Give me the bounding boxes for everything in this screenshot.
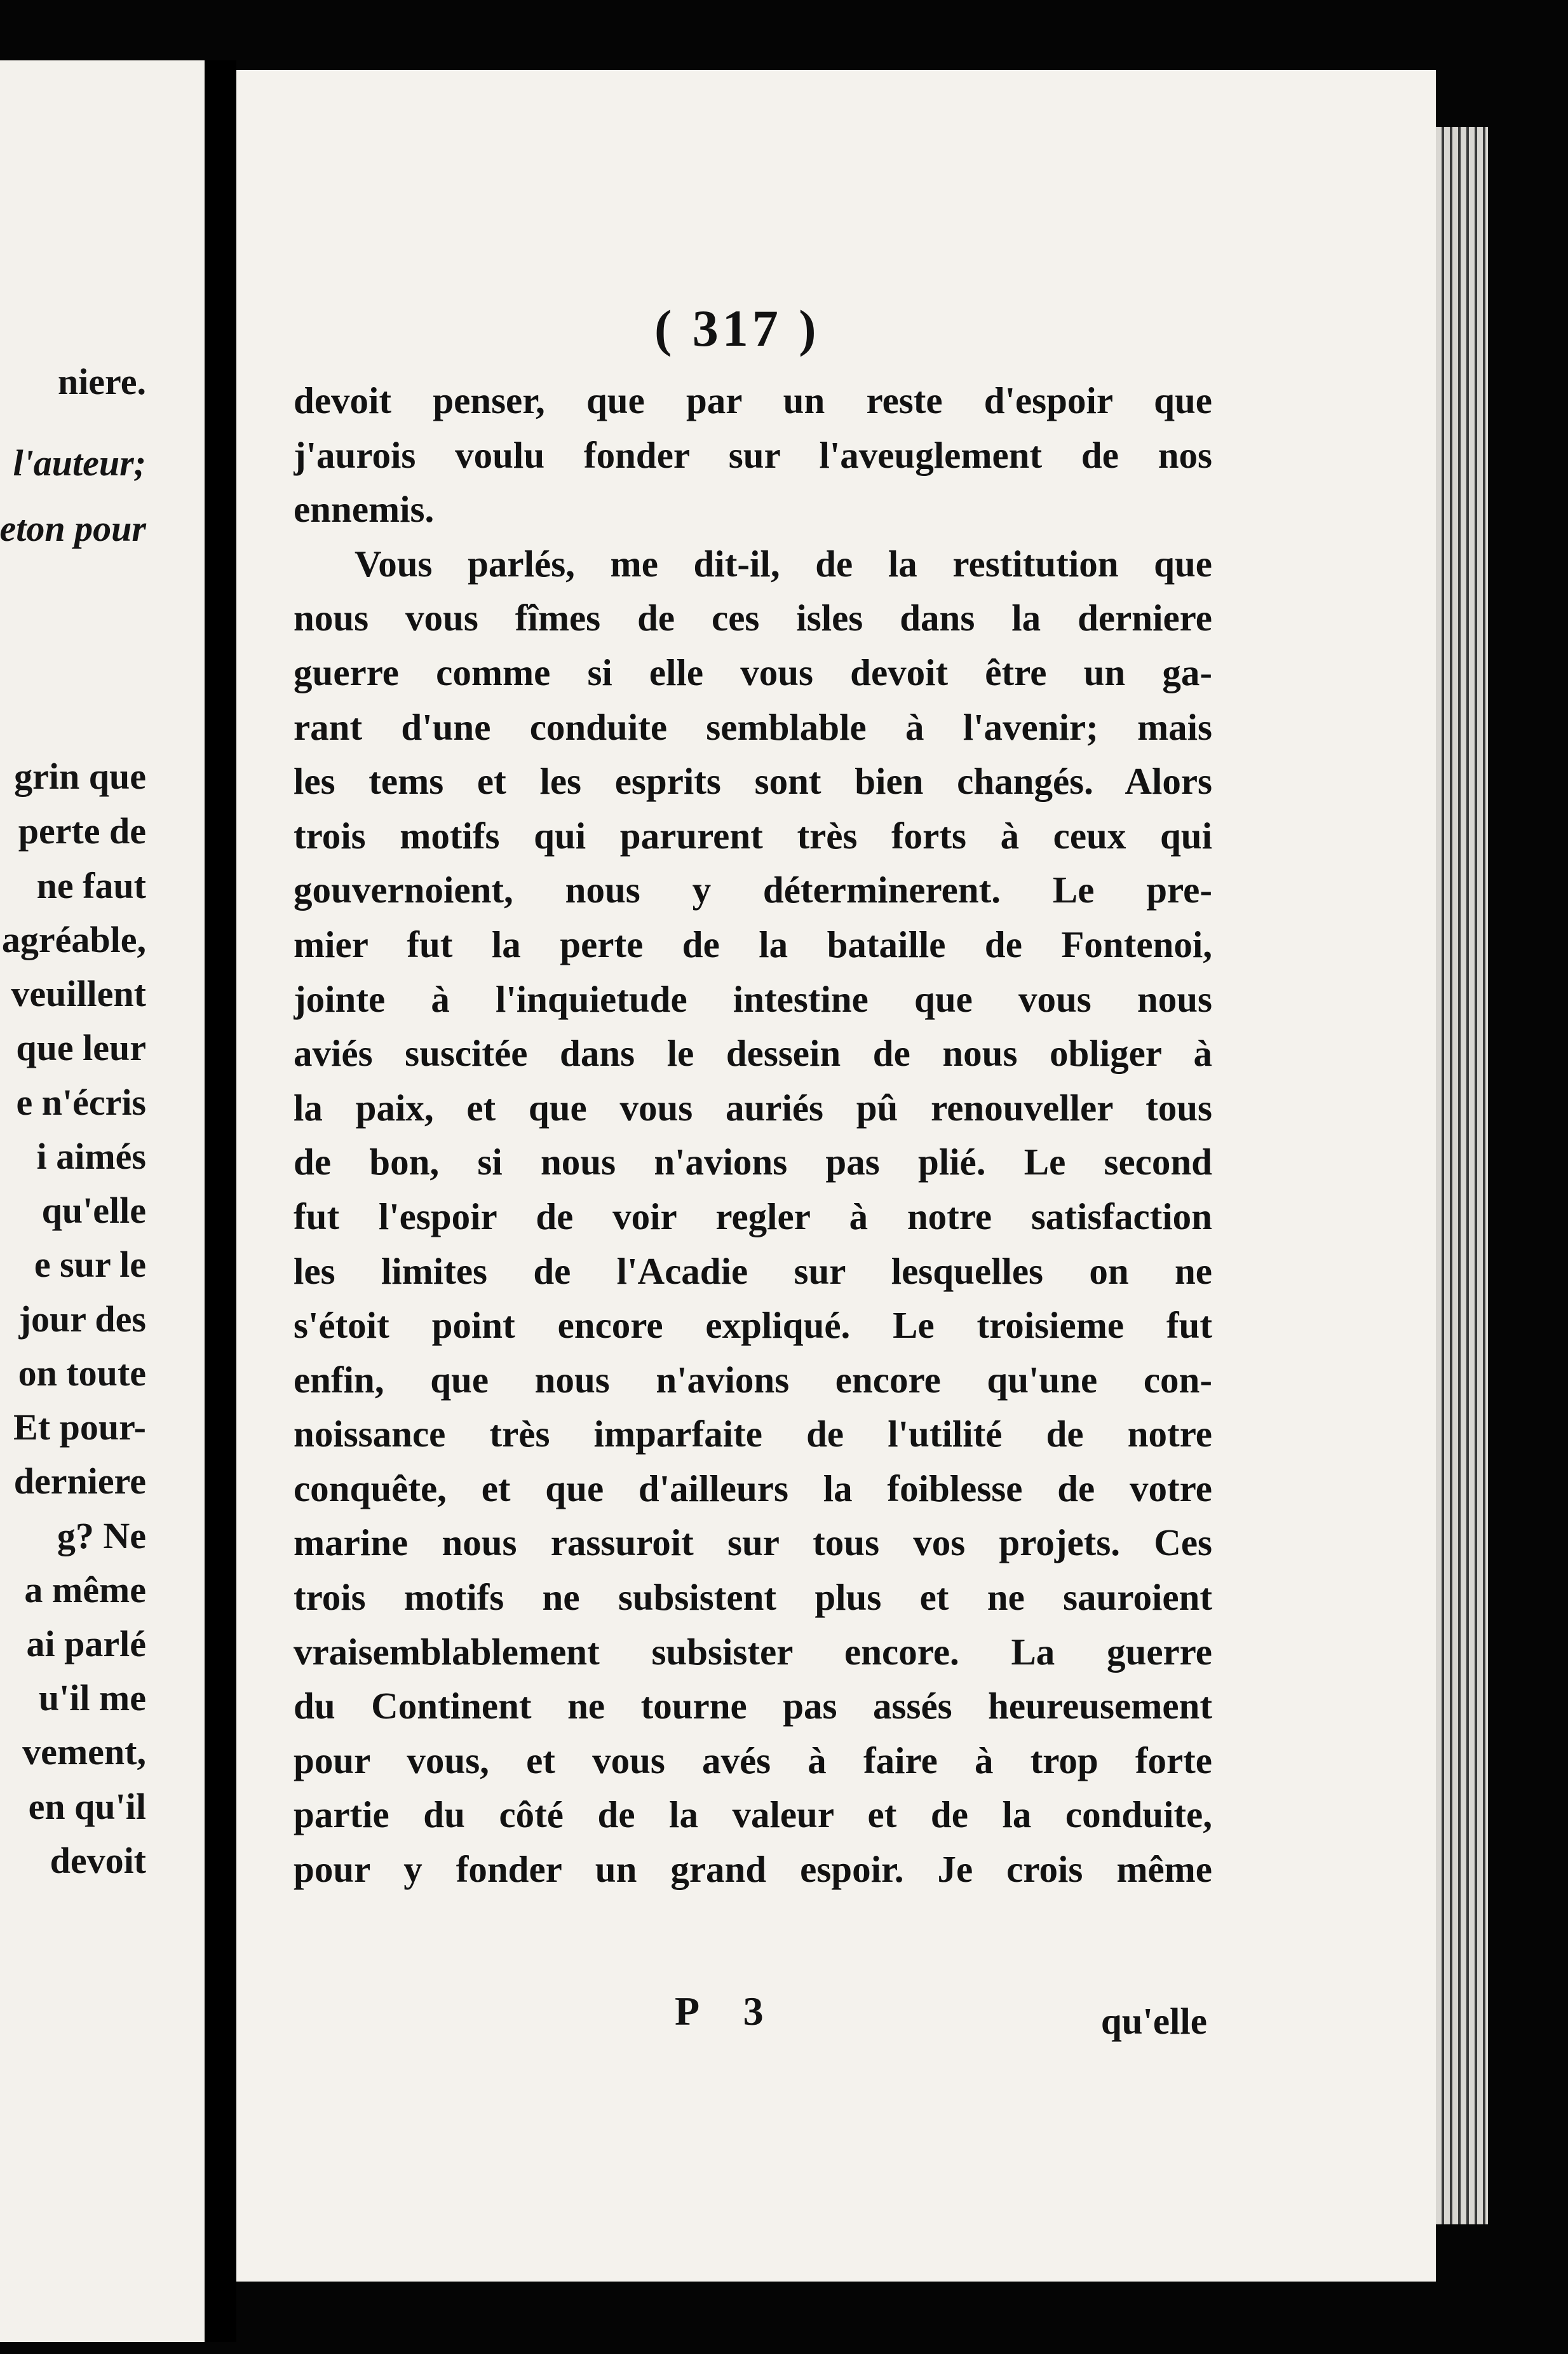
catchword: qu'elle	[1100, 2000, 1207, 2042]
body-line: rant d'une conduite semblable à l'avenir; mais	[294, 705, 1212, 748]
left-page-line: ai parlé	[26, 1623, 146, 1664]
body-line: nous vous fîmes de ces isles dans la derniere	[294, 597, 1212, 639]
body-line: vraisemblablement subsister encore. La guerre	[294, 1630, 1212, 1673]
body-line: les limites de l'Acadie sur lesquelles on ne	[294, 1249, 1212, 1292]
page-number: ( 317 )	[654, 299, 820, 357]
body-line: pour y fonder un grand espoir. Je crois même	[294, 1848, 1212, 1891]
left-page-line: agréable,	[1, 919, 146, 960]
body-line: du Continent ne tourne pas assés heureusement	[294, 1685, 1212, 1727]
body-line: de bon, si nous n'avions pas plié. Le second	[294, 1141, 1212, 1183]
body-line: Vous parlés, me dit-il, de la restitution que	[355, 542, 1212, 585]
left-page-line: vement,	[22, 1731, 146, 1772]
body-line: trois motifs ne subsistent plus et ne sauroient	[294, 1576, 1212, 1619]
body-line: partie du côté de la valeur et de la conduite,	[294, 1793, 1212, 1836]
page-edges	[1436, 127, 1488, 2224]
left-page-line: derniere	[13, 1460, 146, 1502]
left-page-line: e n'écris	[16, 1082, 146, 1123]
left-page-line: devoit	[50, 1840, 146, 1881]
body-line: s'étoit point encore expliqué. Le troisieme fut	[294, 1304, 1212, 1347]
left-page-line: grin que	[14, 756, 146, 797]
body-line: mier fut la perte de la bataille de Fontenoi,	[294, 923, 1212, 965]
body-line: fut l'espoir de voir regler à notre satisfaction	[294, 1195, 1212, 1237]
left-page-line: g? Ne	[57, 1515, 146, 1556]
body-line: noissance très imparfaite de l'utilité de notre	[294, 1413, 1212, 1455]
left-page-line: u'il me	[38, 1677, 146, 1718]
left-page-line: Et pour-	[13, 1406, 146, 1448]
body-text	[294, 374, 1212, 1897]
body-line: marine nous rassuroit sur tous vos projets. Ces	[294, 1521, 1212, 1564]
body-line: pour vous, et vous avés à faire à trop forte	[294, 1739, 1212, 1781]
body-line: la paix, et que vous auriés pû renouveller tous	[294, 1086, 1212, 1129]
left-page-line: e sur le	[34, 1244, 146, 1285]
body-line: aviés suscitée dans le dessein de nous obliger à	[294, 1032, 1212, 1075]
left-page-line: que leur	[16, 1027, 146, 1068]
left-page-line: eton pour	[0, 508, 146, 549]
body-line: gouvernoient, nous y déterminerent. Le pre-	[294, 869, 1212, 911]
left-page-line: i aimés	[36, 1136, 146, 1177]
signature-mark: P 3	[675, 1989, 781, 2034]
body-line: trois motifs qui parurent très forts à ceux qui	[294, 814, 1212, 857]
body-line: guerre comme si elle vous devoit être un ga-	[294, 651, 1212, 693]
body-line: jointe à l'inquietude intestine que vous nous	[294, 977, 1212, 1020]
body-line: ennemis.	[294, 488, 435, 531]
body-line: conquête, et que d'ailleurs la foiblesse de votre	[294, 1467, 1212, 1509]
left-page-line: a même	[24, 1569, 146, 1610]
left-page-line: en qu'il	[28, 1786, 146, 1827]
body-line: enfin, que nous n'avions encore qu'une con-	[294, 1358, 1212, 1401]
left-facing-page	[0, 60, 205, 2342]
left-page-line: niere.	[57, 361, 146, 402]
body-line: devoit penser, que par un reste d'espoir que	[294, 379, 1212, 421]
left-page-line: on toute	[18, 1352, 146, 1394]
left-page-line: jour des	[18, 1298, 146, 1340]
book-gutter	[205, 60, 236, 2342]
left-page-line: qu'elle	[41, 1190, 146, 1231]
body-line: les tems et les esprits sont bien changés. Alors	[294, 760, 1212, 803]
body-line: j'aurois voulu fonder sur l'aveuglement de nos	[294, 433, 1212, 476]
left-page-line: ne faut	[36, 865, 146, 906]
left-page-line: l'auteur;	[13, 442, 146, 484]
left-page-line: veuillent	[11, 973, 146, 1014]
left-page-line: perte de	[18, 810, 146, 852]
